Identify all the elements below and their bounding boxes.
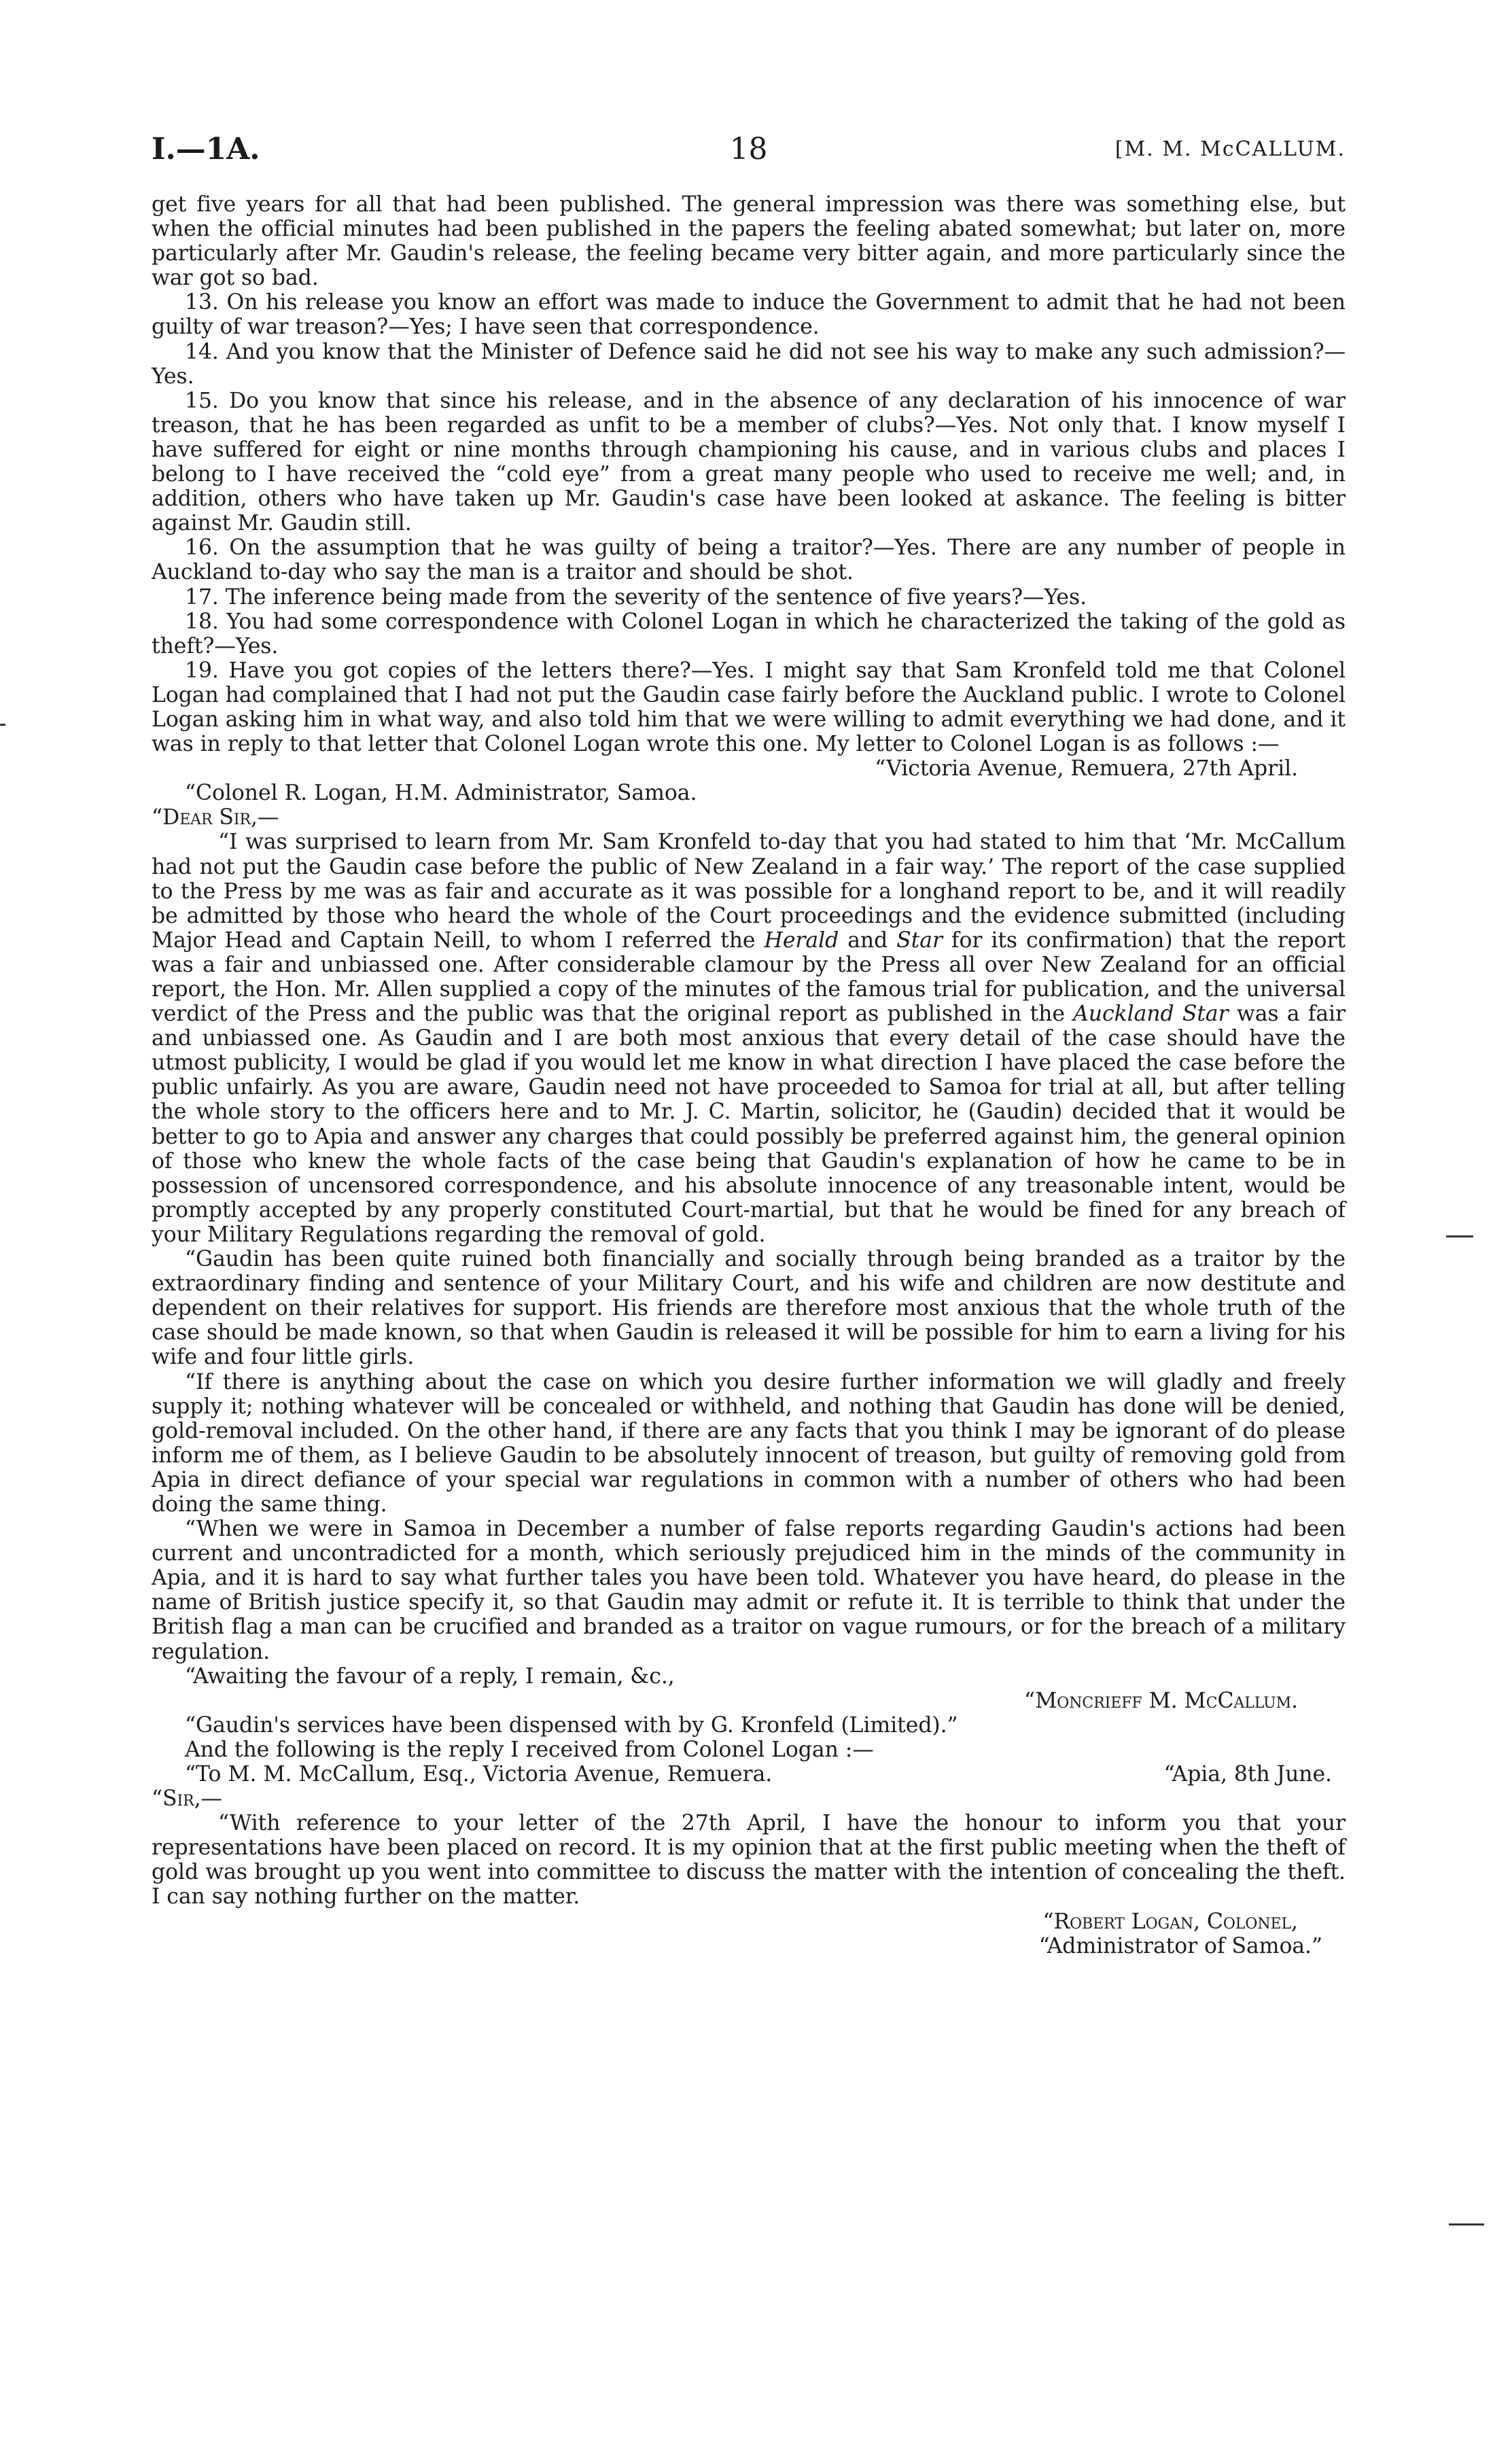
page-header <box>152 128 1346 171</box>
letter-paragraph: “If there is anything about the case on which you desire further information we will gladly and freely supply it; nothing whatever will be concealed or withheld, and nothing that Gaudin has done will be denied, gold-removal included. On the other hand, if there are any facts that you think I may be ignorant of do please inform me of them, as I believe Gaudin to be absolutely innocent of treason, but guilty of removing gold from Apia in direct defiance of your special war regulations in common with a number of others who had been doing the same thing. <box>152 1369 1346 1517</box>
question-15: 15. Do you know that since his release, and in the absence of any declaration of his innocence of war treason, that he has been regarded as unfit to be a member of clubs?—Yes. Not only that. I know myself I have suffered for eight or nine months through championing his cause, and in various clubs and places I belong to I have received the “cold eye” from a great many people who used to receive me well; and, in addition, others who have taken up Mr. Gaudin's case have been looked at askance. The feeling is bitter against Mr. Gaudin still. <box>152 388 1346 536</box>
page-body <box>152 192 1346 1958</box>
letter-paragraph: “I was surprised to learn from Mr. Sam Kronfeld to-day that you had stated to him that ‘Mr. McCallum had not put the Gaudin case before the public of New Zealand in a fair way.’ The report of the case supplied to the Press by me was as fair and accurate as it was possible for a longhand report to be, and it will readily be admitted by those who heard the whole of the Court proceedings and the evidence submitted (including Major Head and Captain Neill, to whom I referred the Herald and Star for its confirmation) that the report was a fair and unbiassed one. After considerable clamour by the Press all over New Zealand for an official report, the Hon. Mr. Allen supplied a copy of the minutes of the famous trial for publication, and the universal verdict of the Press and the public was that the original report as published in the Auckland Star was a fair and unbiassed one. As Gaudin and I are both most anxious that every detail of the case should have the utmost publicity, I would be glad if you would let me know in what direction I have placed the case before the public unfairly. As you are aware, Gaudin need not have proceeded to Samoa for trial at all, but after telling the whole story to the officers here and to Mr. J. C. Martin, solicitor, he (Gaudin) decided that it would be better to go to Apia and answer any charges that could possibly be preferred against him, the general opinion of those who knew the whole facts of the case being that Gaudin's explanation of how he came to be in possession of uncensored correspondence, and his absolute innocence of any treasonable intent, would be promptly accepted by any properly constituted Court-martial, but that he would be fined for any breach of your Military Regulations regarding the removal of gold. <box>152 830 1346 1247</box>
question-13: 13. On his release you know an effort was made to induce the Government to admit that he had not been guilty of war treason?—Yes; I have seen that correspondence. <box>152 290 1346 340</box>
reply-intro: And the following is the reply I received from Colonel Logan :— <box>185 1737 874 1762</box>
paragraph: get five years for all that had been published. The general impression was there was something else, but when the official minutes had been published in the papers the feeling abated somewhat; but later on, more particularly after Mr. Gaudin's release, the feeling became very bitter again, and more particularly since the war got so bad. <box>152 192 1346 291</box>
report-reference: I.—1A. <box>152 132 260 166</box>
reply-addressee: “To M. M. McCallum, Esq., Victoria Avenue, Remuera. <box>185 1762 773 1787</box>
question-19: 19. Have you got copies of the letters there?—Yes. I might say that Sam Kronfeld told me that Colonel Logan had complained that I had not put the Gaudin case fairly before the Auckland public. I wrote to Colonel Logan asking him in what way, and also told him that we were willing to admit everything we had done, and it was in reply to that letter that Colonel Logan wrote this one. My letter to Colonel Logan is as follows :— <box>152 658 1346 757</box>
page-number: 18 <box>729 132 768 166</box>
letter-signature <box>152 1689 1346 1713</box>
reply-header-row <box>152 1762 1346 1787</box>
letter-closing: “Awaiting the favour of a reply, I remain, &c., <box>185 1664 675 1689</box>
margin-mark <box>0 724 5 726</box>
reply-body: “With reference to your letter of the 27th April, I have the honour to inform you that your representations have been placed on record. It is my opinion that at the first public meeting when the theft of gold was brought up you went into committee to discuss the matter with the intention of concealing the theft. I can say nothing further on the matter. <box>152 1811 1346 1909</box>
reply-signature-title: “Administrator of Samoa.” <box>1038 1933 1322 1958</box>
reply-signature <box>152 1909 1346 1934</box>
reply-salutation: “Sir,— <box>152 1787 222 1812</box>
signature-name: “Moncrieff M. McCallum. <box>1024 1688 1298 1713</box>
letter-addressee: “Colonel R. Logan, H.M. Administrator, Samoa. <box>185 781 697 806</box>
letter-postscript: “Gaudin's services have been dispensed with by G. Kronfeld (Limited).” <box>185 1712 958 1738</box>
question-18: 18. You had some correspondence with Colonel Logan in which he characterized the taking of the gold as theft?—Yes. <box>152 609 1346 658</box>
question-14: 14. And you know that the Minister of Defence said he did not see his way to make any such admission?—Yes. <box>152 339 1346 389</box>
letter-salutation: “Dear Sir,— <box>152 805 279 830</box>
reply-signature-name: “Robert Logan, Colonel, <box>1042 1909 1298 1934</box>
witness-name: [M. M. McCALLUM. <box>1114 137 1346 161</box>
reply-date: “Apia, 8th June. <box>1163 1762 1332 1787</box>
letter-paragraph: “When we were in Samoa in December a number of false reports regarding Gaudin's actions had been current and uncontradicted for a month, which seriously prejudiced him in the minds of the community in Apia, and it is hard to say what further tales you have been told. Whatever you have heard, do please in the name of British justice specify it, so that Gaudin may admit or refute it. It is terrible to think that under the British flag a man can be crucified and branded as a traitor on vague rumours, or for the breach of a military regulation. <box>152 1517 1346 1664</box>
margin-mark <box>1446 1235 1473 1237</box>
question-17: 17. The inference being made from the severity of the sentence of five years?—Yes. <box>185 584 1087 610</box>
letter-from-logan <box>152 1762 1346 1958</box>
letter-address-date: “Victoria Avenue, Remuera, 27th April. <box>875 756 1298 781</box>
margin-mark <box>1449 2223 1484 2225</box>
question-16: 16. On the assumption that he was guilty of being a traitor?—Yes. There are any number of people in Auckland to-day who say the man is a traitor and should be shot. <box>152 535 1346 585</box>
letter-to-logan <box>152 756 1346 1738</box>
letter-paragraph: “Gaudin has been quite ruined both financially and socially through being branded as a traitor by the extraordinary finding and sentence of your Military Court, and his wife and children are now destitute and dependent on their relatives for support. His friends are therefore most anxious that the whole truth of the case should be made known, so that when Gaudin is released it will be possible for him to earn a living for his wife and four little girls. <box>152 1247 1346 1370</box>
